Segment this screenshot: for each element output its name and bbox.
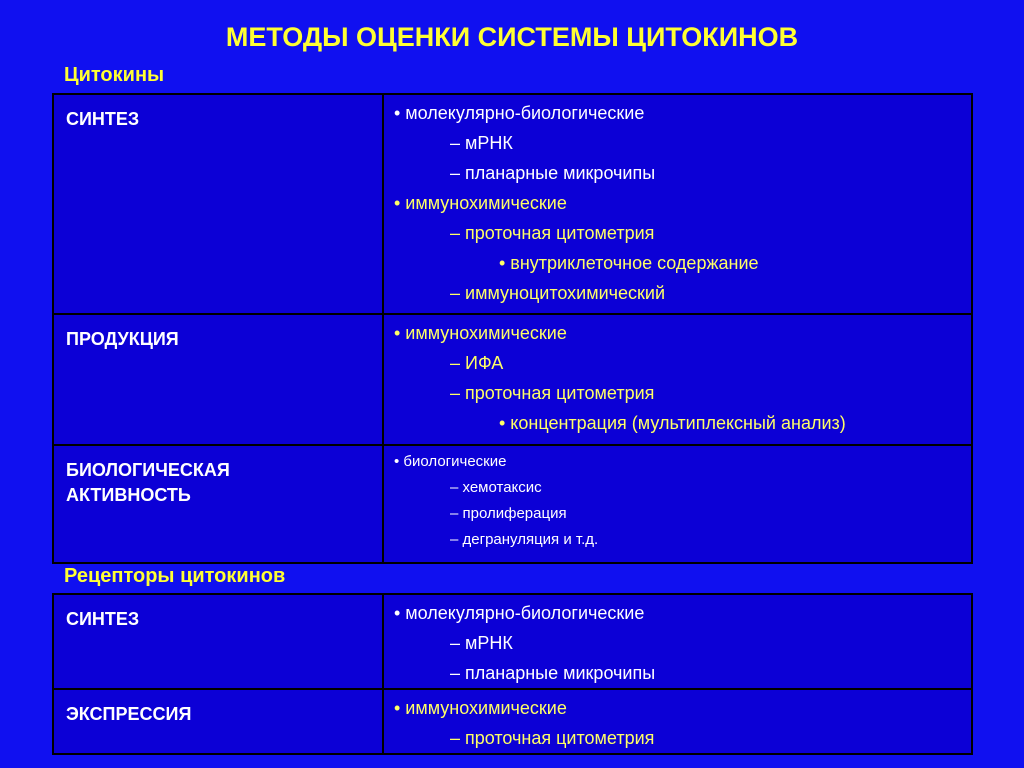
section-heading-cytokines: Цитокины: [64, 64, 165, 86]
method-item: – проточная цитометрия: [450, 223, 655, 243]
method-item: • биологические: [394, 453, 507, 470]
table-row: [53, 445, 972, 563]
row-label-line: АКТИВНОСТЬ: [66, 485, 191, 505]
row-label: ПРОДУКЦИЯ: [53, 314, 383, 445]
method-item: • иммунохимические: [394, 193, 567, 213]
method-item: – ИФА: [450, 353, 504, 373]
row-content: [383, 94, 972, 314]
method-item: • иммунохимические: [394, 698, 567, 718]
row-content: [383, 689, 972, 754]
method-item: • иммунохимические: [394, 323, 567, 343]
method-item: – дегрануляция и т.д.: [450, 531, 599, 548]
row-content: [383, 445, 972, 563]
method-item: – мРНК: [450, 133, 513, 153]
slide-title: МЕТОДЫ ОЦЕНКИ СИСТЕМЫ ЦИТОКИНОВ: [225, 22, 799, 52]
row-label: СИНТЕЗ: [53, 94, 383, 314]
method-item: – планарные микрочипы: [450, 663, 656, 683]
row-label: [53, 445, 383, 563]
row-content: [383, 594, 972, 689]
cytokines-methods-table: [52, 93, 973, 564]
row-content: [383, 314, 972, 445]
method-item: • молекулярно-биологические: [394, 103, 645, 123]
receptors-methods-table: [52, 593, 973, 755]
table-row: [53, 594, 972, 689]
method-item: – иммуноцитохимический: [450, 283, 666, 303]
method-item: • молекулярно-биологические: [394, 603, 645, 623]
row-label-line: БИОЛОГИЧЕСКАЯ: [66, 460, 230, 480]
method-item: – проточная цитометрия: [450, 728, 655, 748]
method-item: – хемотаксис: [450, 479, 542, 496]
method-item: – проточная цитометрия: [450, 383, 655, 403]
table-row: [53, 314, 972, 445]
method-item: • концентрация (мультиплексный анализ): [499, 413, 846, 433]
method-item: • внутриклеточное содержание: [499, 253, 759, 273]
table-row: [53, 689, 972, 754]
row-label: СИНТЕЗ: [53, 594, 383, 689]
section-heading-cytokine-receptors: Рецепторы цитокинов: [64, 565, 286, 587]
method-item: – мРНК: [450, 633, 513, 653]
row-label: ЭКСПРЕССИЯ: [53, 689, 383, 754]
table-row: [53, 94, 972, 314]
method-item: – пролиферация: [450, 505, 567, 522]
method-item: – планарные микрочипы: [450, 163, 656, 183]
